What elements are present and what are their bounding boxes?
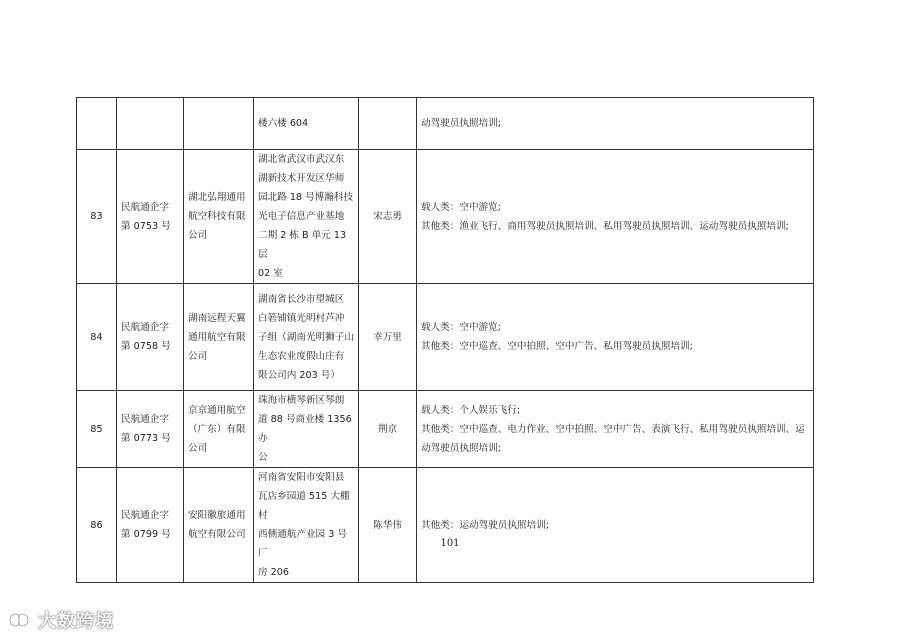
cell-line: 子组（湖南光明狮子山 bbox=[258, 331, 354, 343]
license-number-cell bbox=[117, 98, 184, 150]
cell-line: 第 0758 号 bbox=[121, 341, 171, 352]
cell-line: 安阳徽旅通用 bbox=[188, 510, 246, 521]
cell-line: 珠海市横琴新区琴朗 bbox=[258, 395, 345, 406]
company-name-cell bbox=[184, 98, 254, 150]
cell-line: 载人类：空中游览; bbox=[421, 201, 501, 213]
cell-line: 公 bbox=[258, 452, 268, 463]
row-number-cell: 85 bbox=[77, 391, 117, 468]
infinity-logo-icon bbox=[4, 609, 34, 631]
legal-person-cell bbox=[359, 98, 417, 150]
company-name-cell bbox=[184, 391, 254, 468]
table-row bbox=[77, 284, 814, 391]
cell-line: 其他类：运动驾驶员执照培训; bbox=[421, 519, 549, 531]
business-scope-cell bbox=[417, 98, 814, 150]
business-scope-cell bbox=[417, 284, 814, 391]
cell-line: 动驾驶员执照培训; bbox=[421, 442, 501, 454]
business-scope-cell bbox=[417, 391, 814, 468]
table-row bbox=[77, 468, 814, 583]
cell-line: 河南省安阳市安阳县 bbox=[258, 472, 345, 483]
address-cell bbox=[254, 391, 359, 468]
legal-person-cell: 幸万里 bbox=[359, 284, 417, 391]
cell-line: 第 0773 号 bbox=[121, 433, 171, 444]
cell-line: 公司 bbox=[188, 230, 208, 241]
license-number-cell bbox=[117, 391, 184, 468]
cell-line: 湖南省长沙市望城区 bbox=[258, 293, 345, 305]
row-number-cell: 84 bbox=[77, 284, 117, 391]
cell-line: 白箬铺镇光明村芦冲 bbox=[258, 312, 345, 324]
legal-person-cell: 荆京 bbox=[359, 391, 417, 468]
cell-line: 其他类：渔业飞行、商用驾驶员执照培训、私用驾驶员执照培训、运动驾驶员执照培训; bbox=[421, 220, 789, 232]
cell-line: 载人类：个人娱乐飞行; bbox=[421, 404, 521, 416]
cell-line: （广东）有限 bbox=[188, 423, 246, 435]
cell-line: 园北路 18 号博瀚科技 bbox=[258, 192, 354, 203]
cell-line: 载人类：空中游览; bbox=[421, 322, 501, 333]
license-number-cell bbox=[117, 284, 184, 391]
cell-line: 航空科技有限 bbox=[188, 211, 246, 222]
cell-line: 湖北省武汉市武汉东 bbox=[258, 154, 345, 165]
cell-line: 第 0799 号 bbox=[121, 529, 171, 540]
company-name-cell bbox=[184, 284, 254, 391]
cell-line: 民航通企字 bbox=[121, 414, 169, 425]
cell-line: 湖北弘翔通用 bbox=[188, 192, 246, 203]
cell-line: 限公司内 203 号） bbox=[258, 369, 340, 381]
legal-person-cell: 陈华伟 bbox=[359, 468, 417, 583]
cell-line: 光电子信息产业基地 bbox=[258, 211, 345, 222]
business-scope-cell bbox=[417, 150, 814, 284]
cell-line: 京京通用航空 bbox=[188, 404, 246, 416]
address-cell bbox=[254, 150, 359, 284]
cell-line: 生态农业度假山庄有 bbox=[258, 350, 345, 362]
cell-line: 民航通企字 bbox=[121, 322, 169, 333]
watermark-text: 大数跨境 bbox=[38, 611, 114, 632]
license-number-cell bbox=[117, 150, 184, 284]
row-number-cell: 86 bbox=[77, 468, 117, 583]
cell-line: 第 0753 号 bbox=[121, 220, 171, 232]
cell-line: 二期 2 栋 B 单元 13 层 bbox=[258, 230, 347, 260]
table-row bbox=[77, 98, 814, 150]
cell-line: 其他类：空中巡查、空中拍照、空中广告、私用驾驶员执照培训; bbox=[421, 341, 693, 352]
cell-line: 民航通企字 bbox=[121, 201, 169, 213]
cell-line: 湖新技术开发区华师 bbox=[258, 173, 345, 184]
cell-line: 公司 bbox=[188, 350, 208, 362]
address-cell bbox=[254, 98, 359, 150]
business-scope-cell bbox=[417, 468, 814, 583]
watermark bbox=[4, 607, 114, 633]
legal-person-cell: 宋志勇 bbox=[359, 150, 417, 284]
page-number: 101 bbox=[440, 538, 460, 549]
cell-line: 瓦店乡园道 515 大棚村 bbox=[258, 491, 350, 521]
license-table-body bbox=[77, 98, 814, 583]
cell-line: 其他类：空中巡查、电力作业、空中拍照、空中广告、表演飞行、私用驾驶员执照培训、运 bbox=[421, 423, 805, 435]
address-cell bbox=[254, 468, 359, 583]
address-cell bbox=[254, 284, 359, 391]
cell-line: 民航通企字 bbox=[121, 510, 169, 521]
table-row bbox=[77, 391, 814, 468]
cell-line: 湖南远程天翼 bbox=[188, 312, 246, 324]
cell-line: 楼六楼 604 bbox=[258, 118, 309, 129]
cell-line: 公司 bbox=[188, 442, 208, 454]
cell-line: 道 88 号商业楼 1356 办 bbox=[258, 414, 352, 444]
cell-line: 通用航空有限 bbox=[188, 331, 246, 343]
cell-line: 航空有限公司 bbox=[188, 529, 246, 540]
license-table bbox=[76, 97, 814, 583]
table-row bbox=[77, 150, 814, 284]
cell-line: 房 206 bbox=[258, 567, 289, 578]
cell-line: 02 室 bbox=[258, 268, 283, 279]
row-number-cell: 83 bbox=[77, 150, 117, 284]
company-name-cell bbox=[184, 468, 254, 583]
company-name-cell bbox=[184, 150, 254, 284]
row-number-cell bbox=[77, 98, 117, 150]
license-number-cell bbox=[117, 468, 184, 583]
cell-line: 动驾驶员执照培训; bbox=[421, 118, 501, 129]
cell-line: 西侧通航产业园 3 号厂 bbox=[258, 529, 347, 559]
